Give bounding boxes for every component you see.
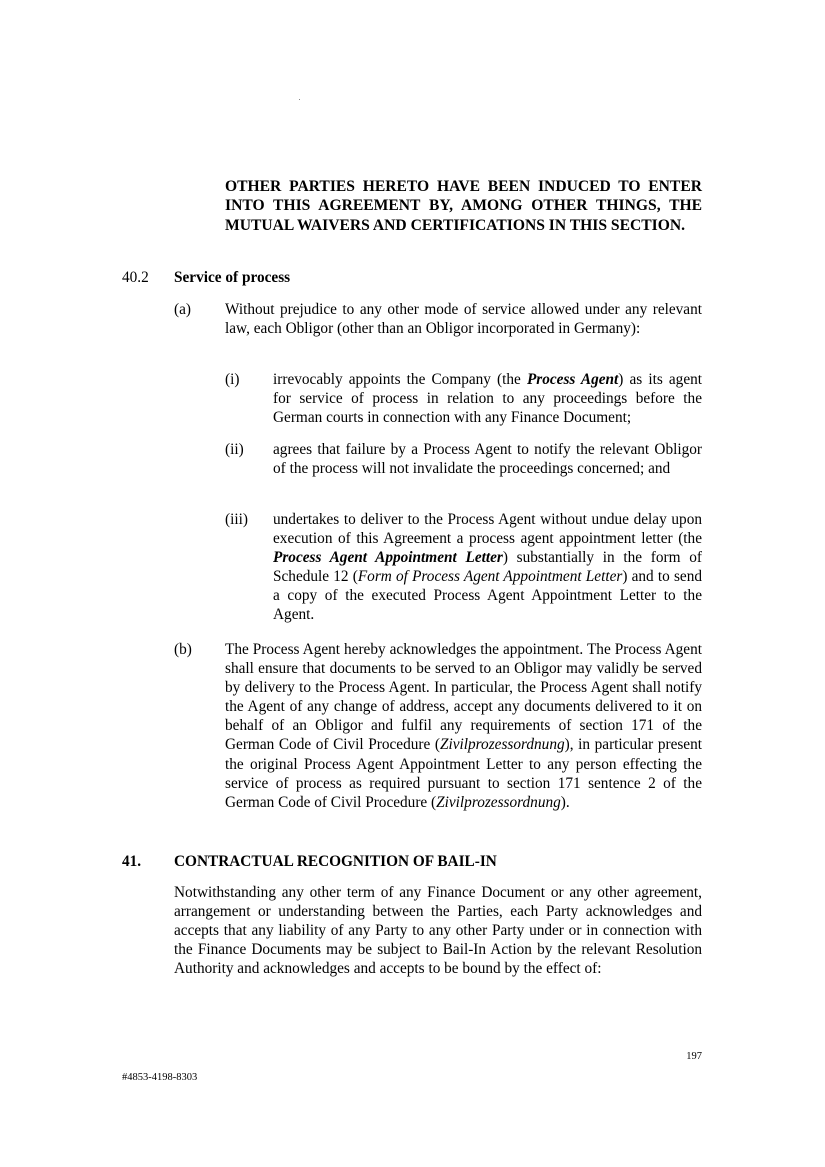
item-iii-post: ) and to send a copy of the executed Process Agent Appointment Letter to the Agent. — [273, 568, 702, 624]
paragraph-b-text — [225, 640, 702, 812]
waiver-paragraph: OTHER PARTIES HERETO HAVE BEEN INDUCED TO ENTER INTO THIS AGREEMENT BY, AMONG OTHER THINGS, THE MUTUAL WAIVERS AND CERTIFICATIONS IN THIS SECTION. — [225, 178, 702, 234]
paragraph-a-label: (a) — [174, 301, 191, 318]
item-ii-label: (ii) — [225, 441, 244, 458]
appointment-letter-term: Process Agent Appointment Letter — [273, 549, 503, 567]
process-agent-term: Process Agent — [526, 371, 619, 388]
document-reference: #4853-4198-8303 — [122, 1072, 198, 1083]
zpo-term-1: Zivilprozessordnung — [439, 736, 565, 754]
clause-41-text: Notwithstanding any other term of any Finance Document or any other agreement, arrangement or understanding between the Parties, each Party acknowledges and accepts that any liability of any Party to any other Party under or in connection with the Finance Documents may be subject to Bail-In Action by the relevant Resolution Authority and acknowledges and accepts to be bound by the effect of: — [174, 884, 702, 978]
paragraph-b-mid: ), in particular present the original Process Agent Appointment Letter to any person effecting the service of process as required pursuant to section 171 sentence 2 of the German Code of Civil Procedure ( — [225, 736, 702, 811]
paragraph-b-pre: The Process Agent hereby acknowledges the appointment. The Process Agent shall ensure that documents to be served to an Obligor may validly be served by delivery to the Process Agent. In particular, the Process Agent shall notify the Agent of any change of address, accept any documents delivered to it on behalf of an Obligor and fulfil any requirements of section 171 of the German Code of Civil Procedure ( — [225, 641, 702, 754]
item-iii-text — [273, 510, 702, 625]
clause-40-2-number: 40.2 — [122, 269, 149, 286]
item-iii-pre: undertakes to deliver to the Process Agent without undue delay upon execution of this Agreement a process agent appointment letter (the — [273, 511, 702, 548]
item-i-pre: irrevocably appoints the Company (the — [273, 371, 527, 388]
item-i-label: (i) — [225, 371, 240, 388]
item-iii-mid: ) substantially in the form of Schedule 12 ( — [273, 549, 702, 586]
schedule-12-reference: Form of Process Agent Appointment Letter — [357, 568, 623, 586]
clause-40-2-title: Service of process — [174, 269, 291, 286]
page-number: 197 — [686, 1051, 702, 1062]
item-iii-label: (iii) — [225, 511, 248, 528]
paragraph-b-post: ). — [560, 793, 570, 811]
clause-41-title: CONTRACTUAL RECOGNITION OF BAIL-IN — [174, 853, 497, 870]
item-ii-text: agrees that failure by a Process Agent to notify the relevant Obligor of the process will not invalidate the proceedings concerned; and — [273, 441, 702, 478]
clause-41-number: 41. — [122, 853, 142, 870]
item-i-post: ) as its agent for service of process in relation to any proceedings before the German courts in connection with any Finance Document; — [273, 371, 703, 427]
item-i-text — [273, 370, 702, 427]
paragraph-b-label: (b) — [174, 641, 192, 658]
zpo-term-2: Zivilprozessordnung — [436, 793, 561, 811]
paragraph-a-text: Without prejudice to any other mode of service allowed under any relevant law, each Obligor (other than an Obligor incorporated in Germany): — [225, 301, 702, 338]
scan-speck — [299, 99, 300, 100]
